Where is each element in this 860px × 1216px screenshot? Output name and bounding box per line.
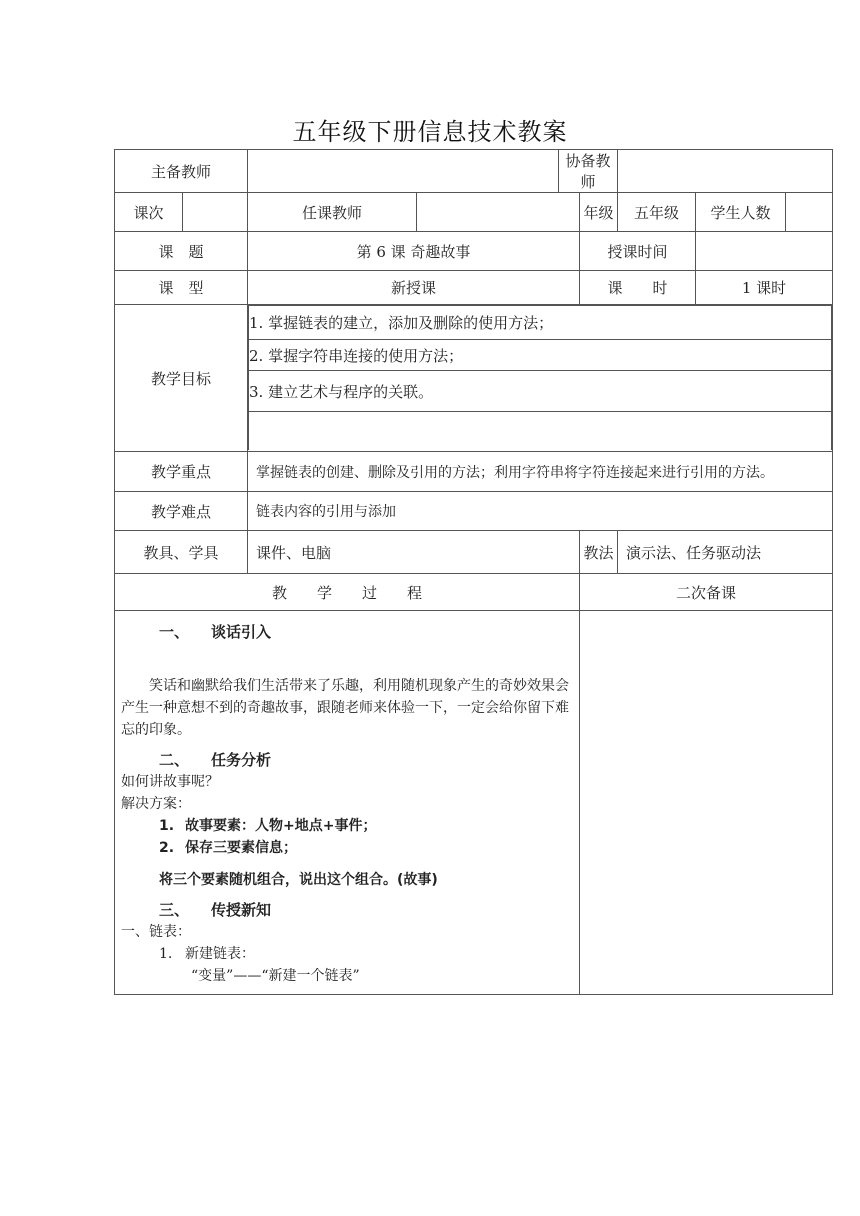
list-item: 1. 掌握链表的建立，添加及删除的使用方法； [249,306,832,340]
table-row [115,531,833,574]
assist-teacher-field[interactable] [618,150,833,193]
list-item: 1. 新建链表： [159,946,255,962]
objectives-label: 教学目标 [115,305,248,452]
difficulty-value: 链表内容的引用与添加 [248,492,833,531]
process-header: 教 学 过 程 [115,574,580,611]
review-header: 二次备课 [580,574,833,611]
focus-value: 掌握链表的创建、删除及引用的方法；利用字符串将字符连接起来进行引用的方法。 [248,452,833,492]
tools-value: 课件、电脑 [248,531,580,574]
list-item: 2. 掌握字符串连接的使用方法； [249,340,832,371]
teacher-label: 任课教师 [248,193,417,232]
section-heading: 一、 谈话引入 [159,623,272,641]
lead-teacher-label: 主备教师 [115,150,248,193]
list-item [249,412,832,451]
table-row [115,305,833,452]
type-value: 新授课 [248,271,580,305]
page-title: 五年级下册信息技术教案 [292,118,568,146]
focus-label: 教学重点 [115,452,248,492]
time-label: 授课时间 [580,232,696,271]
solution-label: 解决方案： [121,796,191,812]
list-title: 一、链表： [121,924,191,940]
students-field[interactable] [786,193,833,232]
difficulty-label: 教学难点 [115,492,248,531]
method-label: 教法 [580,531,618,574]
lead-teacher-field[interactable] [248,150,559,193]
list-item: 3. 建立艺术与程序的关联。 [249,371,832,412]
objectives-list [248,305,832,450]
grade-value: 五年级 [618,193,696,232]
lesson-plan-table [114,149,833,995]
table-row [115,271,833,305]
table-row [115,452,833,492]
section-heading: 三、 传授新知 [159,901,272,919]
list-subitem: “变量”——“新建一个链表” [191,968,360,984]
topic-label: 课 题 [115,232,248,271]
table-row [115,232,833,271]
lesson-no-field[interactable] [183,193,248,232]
students-label: 学生人数 [696,193,786,232]
intro-paragraph: 笑话和幽默给我们生活带来了乐趣，利用随机现象产生的奇妙效果会产生一种意想不到的奇趣故事，跟随老师来体验一下，一定会给你留下难忘的印象。 [121,678,569,738]
section-heading: 二、 任务分析 [159,751,272,769]
teacher-field[interactable] [417,193,580,232]
grade-label: 年级 [580,193,618,232]
process-content [115,611,580,995]
assist-teacher-label: 协备教师 [559,150,618,193]
type-label: 课 型 [115,271,248,305]
question-text: 如何讲故事呢？ [121,774,219,790]
list-item: 1. 故事要素：人物+地点+事件； [159,818,377,834]
period-label: 课 时 [580,271,696,305]
table-row [115,193,833,232]
period-value: 1 课时 [696,271,833,305]
review-content[interactable] [580,611,833,995]
lesson-no-label: 课次 [115,193,183,232]
topic-value: 第 6 课 奇趣故事 [248,232,580,271]
method-value: 演示法、任务驱动法 [618,531,833,574]
table-row [115,150,833,193]
table-row [115,574,833,611]
list-item: 2. 保存三要素信息； [159,840,297,856]
table-row [115,611,833,995]
time-field[interactable] [696,232,833,271]
table-row [115,492,833,531]
tools-label: 教具、学具 [115,531,248,574]
summary-text: 将三个要素随机组合，说出这个组合。(故事) [159,872,438,888]
